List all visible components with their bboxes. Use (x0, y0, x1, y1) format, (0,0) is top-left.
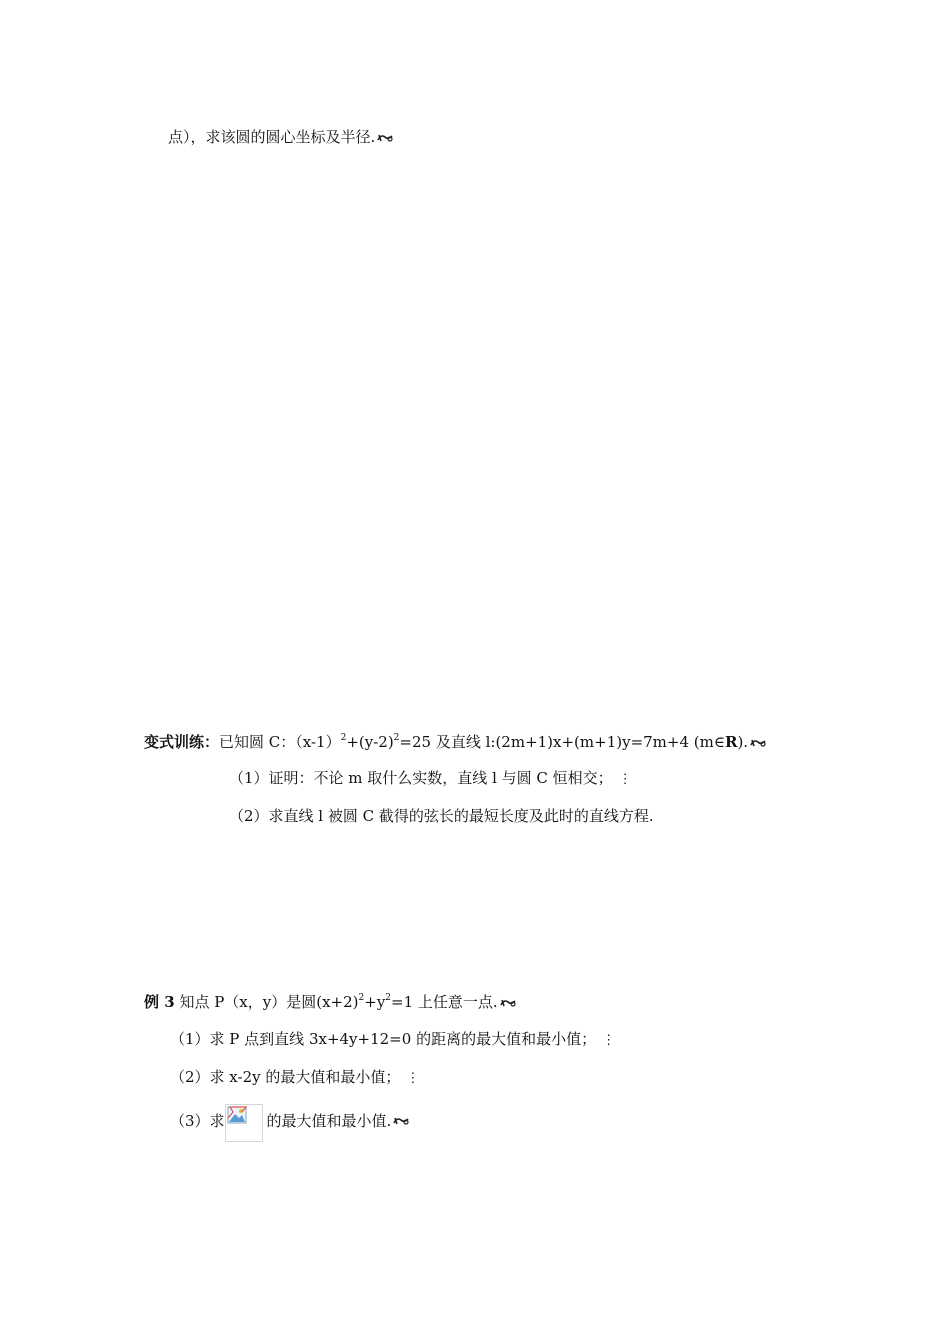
top-line (168, 127, 394, 147)
variant-label: 变式训练： (144, 733, 220, 751)
top-text: 点），求该圆的圆心坐标及半径. (168, 128, 376, 146)
example3-sup-2: 2 (385, 993, 392, 1003)
variant-stem-a: 已知圆 C：（x-1） (219, 733, 341, 751)
variant-question-2 (229, 806, 654, 826)
paragraph-return-mark-icon (499, 997, 517, 1009)
variant-question-1 (229, 768, 632, 790)
variant-sup-2: 2 (393, 733, 400, 743)
variant-stem-d: ). (737, 733, 749, 751)
example3-q3-text-b: 的最大值和最小值. (266, 1112, 392, 1130)
example3-stem-a: 知点 P（x，y）是圆(x+2) (174, 993, 359, 1011)
broken-image-icon (225, 1104, 263, 1142)
example3-q3-text-a: （3）求 (170, 1112, 225, 1130)
vdots-mark: ⋮ (602, 1033, 616, 1048)
paragraph-return-mark-icon (749, 737, 767, 749)
variant-stem (144, 732, 767, 752)
paragraph-return-mark-icon (392, 1115, 410, 1127)
variant-stem-c: =25 及直线 l:(2m+1)x+(m+1)y=7m+4 (m∈ (399, 733, 725, 751)
example3-q1-text: （1）求 P 点到直线 3x+4y+12=0 的距离的最大值和最小值； (170, 1030, 597, 1048)
paragraph-return-mark-icon (376, 132, 394, 144)
example3-label: 例 3 (144, 993, 175, 1011)
set-R: R (724, 733, 738, 751)
variant-q2-text: （2）求直线 l 被圆 C 截得的弦长的最短长度及此时的直线方程. (229, 807, 654, 825)
example3-sup-1: 2 (358, 993, 365, 1003)
example3-q2-text: （2）求 x-2y 的最大值和最小值； (170, 1068, 401, 1086)
example3-stem-c: =1 上任意一点. (391, 993, 498, 1011)
example3-question-1 (170, 1029, 615, 1051)
variant-q1-text: （1）证明：不论 m 取什么实数，直线 l 与圆 C 恒相交； (229, 769, 613, 787)
example3-stem-b: +y (364, 993, 386, 1011)
vdots-mark: ⋮ (406, 1071, 420, 1086)
example3-stem (144, 992, 517, 1012)
example3-question-2 (170, 1067, 419, 1089)
variant-sup-1: 2 (340, 733, 347, 743)
variant-stem-b: +(y-2) (346, 733, 394, 751)
example3-question-3 (170, 1104, 410, 1146)
vdots-mark: ⋮ (618, 772, 632, 787)
